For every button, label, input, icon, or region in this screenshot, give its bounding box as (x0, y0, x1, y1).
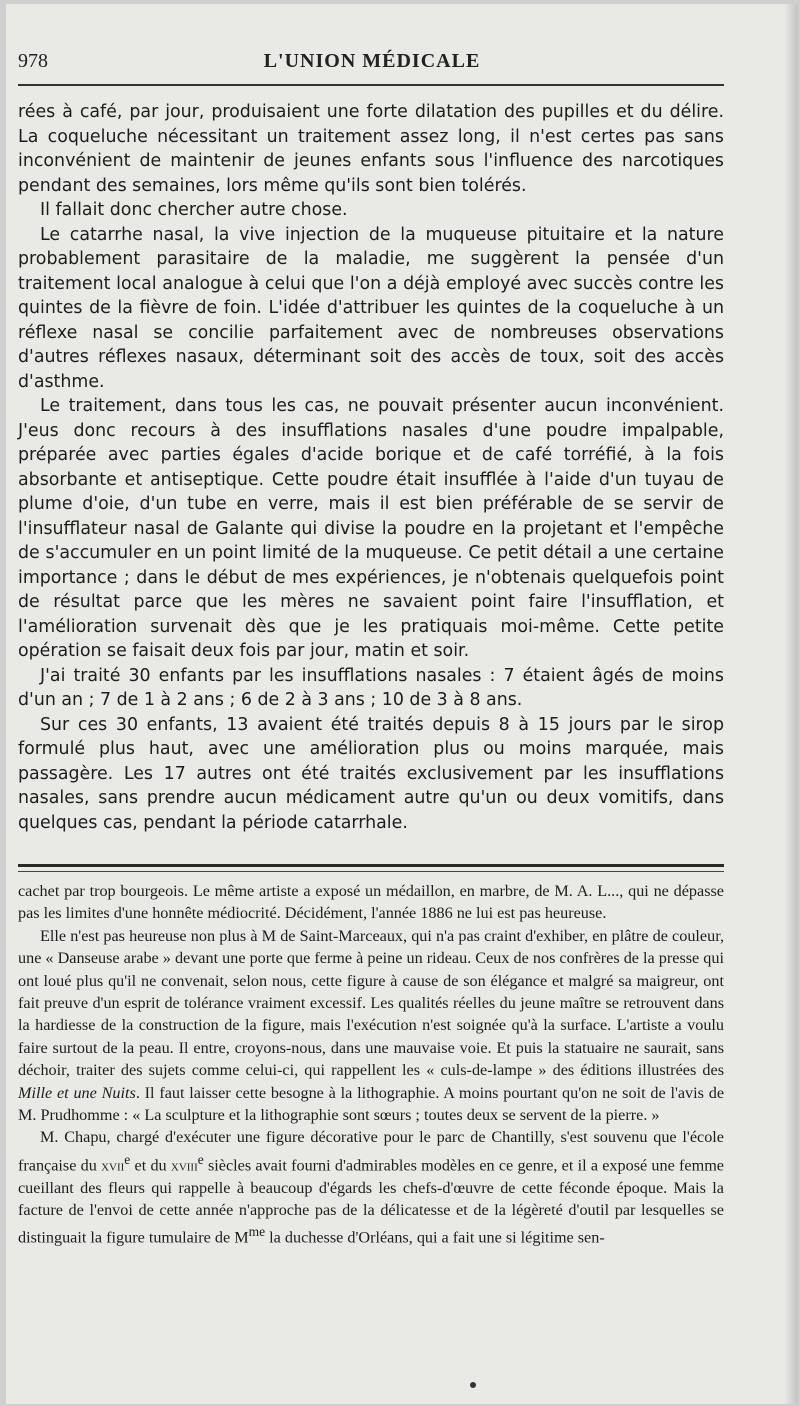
feuilleton-paragraph: cachet par trop bourgeois. Le même artiste a exposé un médaillon, en marbre, de M. A. L..., qui ne dépasse pas les limites d'une honnête médiocrité. Décidément, l'année 1886 ne lui est pas heureuse. (18, 882, 724, 923)
book-title: Mille et une Nuits (18, 1083, 136, 1102)
page-number: 978 (18, 50, 48, 72)
page-header (18, 50, 726, 80)
paragraph: Le catarrhe nasal, la vive injection de la muqueuse pituitaire et la nature probablement parasitaire de la maladie, me suggèrent la pensée d'un traitement local analogue à celui que l'on a déjà employé avec succès contre les quintes de la fièvre de foin. L'idée d'attribuer les quintes de la coqueluche à un réflexe nasal se concilie parfaitement avec de nombreuses observations d'autres réflexes nasaux, déterminant soit des accès de toux, soit des accès d'asthme. (18, 224, 724, 392)
text-run: . Il faut laisser cette besogne à la lithographie. A moins pourtant qu'on ne soit de l'avis de M. Prudhomme : « La sculpture et la lithographie sont sœurs ; toutes deux se servent de la pierre. » (18, 1083, 725, 1125)
journal-page (6, 4, 798, 1404)
main-article (18, 100, 724, 835)
paragraph: J'ai traité 30 enfants par les insufflations nasales : 7 étaient âgés de moins d'un an ; 7 de 1 à 2 ans ; 6 de 2 à 3 ans ; 10 de 3 à 8 ans. (18, 665, 724, 710)
text-run: siècles avait fourni d'admirables modèles en ce genre, et il a exposé une femme cueillant des fleurs qui rappelle à beaucoup d'égards les chefs-d'œuvre de cette féconde époque. Mais la facture de l'envoi de cette année n'approche pas de la délicatesse et de la légèreté d'outil par lesquelles se distinguait la figure tumulaire de M (18, 1156, 724, 1247)
superscript: e (124, 1151, 131, 1167)
paragraph: Il fallait donc chercher autre chose. (40, 200, 348, 220)
paragraph: Le traitement, dans tous les cas, ne pouvait présenter aucun inconvénient. J'eus donc recours à des insufflations nasales d'une poudre impalpable, préparée avec parties égales d'acide borique et de café torréfié, à la fois absorbante et antiseptique. Cette poudre était insufflée à l'aide d'un tuyau de plume d'oie, d'un tube en verre, mais il est bien préférable de se servir de l'insufflateur nasal de Galante qui divise la poudre en la projetant et l'empêche de s'accumuler en un point limité de la muqueuse. Ce petit détail a une certaine importance ; dans le début de mes expériences, je n'obtenais quelquefois point de résultat parce que les mères ne savaient point faire l'insufflation, et l'amélioration survenait dès que je les pratiquais moi-même. Cette petite opération se faisait deux fois par jour, matin et soir. (18, 396, 724, 661)
journal-title: L'UNION MÉDICALE (263, 50, 481, 72)
feuilleton-paragraph (18, 925, 724, 1127)
ink-dot (470, 1382, 476, 1388)
text-run: et du (130, 1156, 171, 1175)
header-rule (18, 84, 724, 86)
feuilleton-section (18, 880, 724, 1249)
superscript: me (248, 1224, 266, 1240)
text-run: Elle n'est pas heureuse non plus à M de Saint-Marceaux, qui n'a pas craint d'exhiber, en plâtre de couleur, une « Danseuse arabe » devant une porte que ferme à peine un rideau. Ceux de nos confrères de la presse qui ont loué plus qu'il ne convenait, selon nous, cette figure à cause de son élégance et malgré sa maigreur, ont fait preuve d'un esprit de tolérance vraiment excessif. Les qualités réelles du jeune maître se retrouvent dans la hardiesse de la construction de la figure, mais l'exécution n'est soignée qu'à la surface. L'artiste a voulu faire surtout de la peau. Il entre, croyons-nous, dans une mauvaise voie. Et puis la statuaire ne saurait, sans déchoir, traiter des sujets comme celui-ci, qui rappellent les « culs-de-lampe » des éditions illustrées des (18, 926, 724, 1080)
feuilleton-separator (18, 864, 724, 872)
century-numeral: xviii (170, 1156, 198, 1175)
century-numeral: xvii (101, 1156, 125, 1175)
feuilleton-paragraph (18, 1126, 724, 1249)
text-run: la duchesse d'Orléans, qui a fait une si légitime sen- (265, 1228, 605, 1247)
paragraph: Sur ces 30 enfants, 13 avaient été traités depuis 8 à 15 jours par le sirop formulé plus haut, avec une amélioration plus ou moins marquée, mais passagère. Les 17 autres ont été traités exclusivement par les insufflations nasales, sans prendre aucun médicament autre qu'un ou deux vomitifs, dans quelques cas, pendant la période catarrhale. (18, 714, 724, 833)
paragraph: rées à café, par jour, produisaient une forte dilatation des pupilles et du délire. La coqueluche nécessitant un traitement assez long, il n'est certes pas sans inconvénient de maintenir de jeunes enfants sous l'influence des narcotiques pendant des semaines, lors même qu'ils sont bien tolérés. (18, 102, 724, 196)
page-edge-shadow (784, 4, 798, 1404)
superscript: e (197, 1151, 204, 1167)
text-run: M. Chapu, chargé d'exécuter une figure décorative pour le parc de Chantilly, s'est souvenu que l'école française du (18, 1128, 724, 1175)
